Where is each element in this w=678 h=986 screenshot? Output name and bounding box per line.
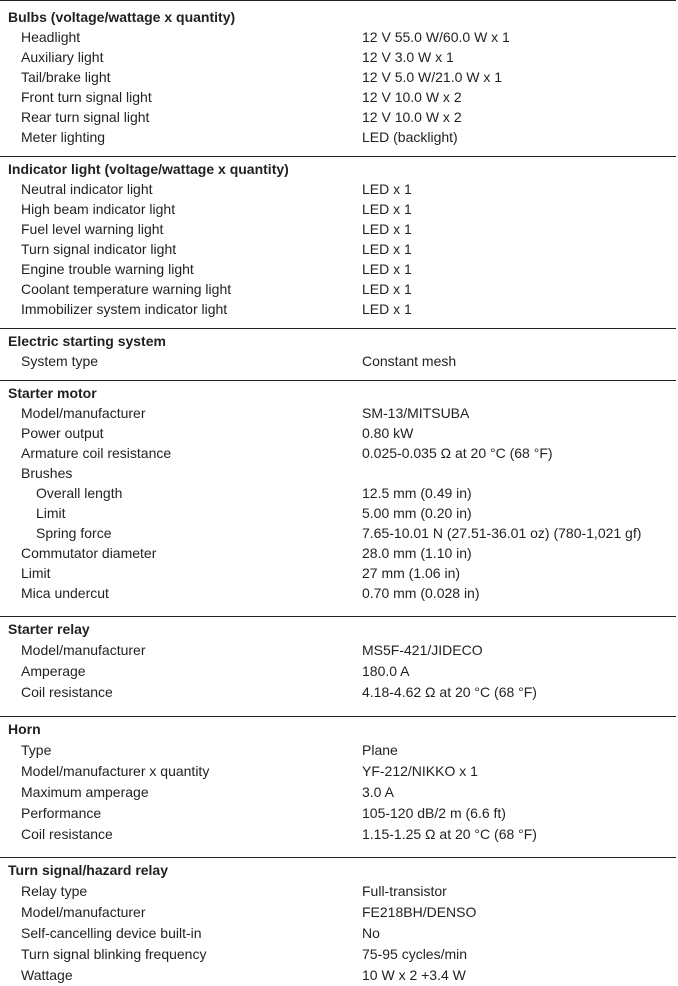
spec-section xyxy=(0,380,676,603)
spec-row xyxy=(8,199,676,219)
spec-value: 28.0 mm (1.10 in) xyxy=(362,545,472,561)
section-title: Turn signal/hazard relay xyxy=(8,862,169,878)
section-title: Starter motor xyxy=(8,385,97,401)
spec-label: Mica undercut xyxy=(21,585,109,601)
spec-row xyxy=(8,47,676,67)
spec-value: 0.80 kW xyxy=(362,425,414,441)
spec-row xyxy=(8,803,676,824)
section-title: Bulbs (voltage/wattage x quantity) xyxy=(8,9,236,25)
spec-row xyxy=(8,682,676,703)
spec-value: Full-transistor xyxy=(362,883,447,899)
spec-label: Maximum amperage xyxy=(21,784,149,800)
spec-section xyxy=(0,156,676,319)
spec-value: 3.0 A xyxy=(362,784,394,800)
spec-row xyxy=(8,640,676,661)
spec-value: LED x 1 xyxy=(362,301,412,317)
spec-value: 0.025-0.035 Ω at 20 °C (68 °F) xyxy=(362,445,553,461)
spec-value: Constant mesh xyxy=(362,353,457,369)
spec-section xyxy=(0,328,676,371)
section-title: Indicator light (voltage/wattage x quantity) xyxy=(8,161,289,177)
spec-value: MS5F-421/JIDECO xyxy=(362,642,483,658)
spec-row xyxy=(8,423,676,443)
spec-value: LED x 1 xyxy=(362,261,412,277)
spec-value: 7.65-10.01 N (27.51-36.01 oz) (780-1,021 gf) xyxy=(362,525,642,541)
spec-row xyxy=(8,824,676,845)
spec-row xyxy=(8,761,676,782)
spec-section xyxy=(0,716,676,845)
spec-row xyxy=(8,563,676,583)
spec-value: No xyxy=(362,925,380,941)
spec-row xyxy=(8,583,676,603)
spec-label: Relay type xyxy=(21,883,88,899)
spec-label: Coil resistance xyxy=(21,826,113,842)
spec-label: Turn signal indicator light xyxy=(21,241,177,257)
spec-value: 105-120 dB/2 m (6.6 ft) xyxy=(362,805,506,821)
spec-row xyxy=(8,503,676,523)
spec-row xyxy=(8,179,676,199)
spec-value: LED x 1 xyxy=(362,181,412,197)
spec-label: Engine trouble warning light xyxy=(21,261,194,277)
spec-section xyxy=(0,616,676,703)
spec-value: LED x 1 xyxy=(362,221,412,237)
spec-label: Fuel level warning light xyxy=(21,221,164,237)
spec-label: Limit xyxy=(21,565,51,581)
spec-label: Tail/brake light xyxy=(21,69,111,85)
spec-row xyxy=(8,67,676,87)
spec-section xyxy=(0,0,676,147)
spec-section xyxy=(0,857,676,986)
spec-value: LED (backlight) xyxy=(362,129,458,145)
spec-label: Wattage xyxy=(21,967,73,983)
spec-value xyxy=(362,463,676,483)
spec-row xyxy=(8,543,676,563)
spec-value: Plane xyxy=(362,742,398,758)
spec-row xyxy=(8,523,676,543)
spec-label: Brushes xyxy=(21,465,73,481)
spec-row xyxy=(8,351,676,371)
spec-label: Coolant temperature warning light xyxy=(21,281,232,297)
spec-label: Amperage xyxy=(21,663,86,679)
spec-row xyxy=(8,87,676,107)
spec-label: Model/manufacturer xyxy=(21,904,146,920)
spec-value: 5.00 mm (0.20 in) xyxy=(362,505,472,521)
spec-row xyxy=(8,259,676,279)
spec-value: 4.18-4.62 Ω at 20 °C (68 °F) xyxy=(362,684,537,700)
spec-value: 27 mm (1.06 in) xyxy=(362,565,461,581)
spec-value: 12 V 3.0 W x 1 xyxy=(362,49,454,65)
spec-label: Limit xyxy=(36,505,66,521)
spec-label: Self-cancelling device built-in xyxy=(21,925,202,941)
spec-row xyxy=(8,483,676,503)
spec-value: 12.5 mm (0.49 in) xyxy=(362,485,472,501)
spec-label: Front turn signal light xyxy=(21,89,152,105)
spec-row xyxy=(8,107,676,127)
spec-value: 180.0 A xyxy=(362,663,410,679)
spec-row xyxy=(8,740,676,761)
section-title: Starter relay xyxy=(8,621,90,637)
spec-label: System type xyxy=(21,353,99,369)
spec-row xyxy=(8,443,676,463)
spec-value: LED x 1 xyxy=(362,241,412,257)
spec-row xyxy=(8,27,676,47)
spec-label: Neutral indicator light xyxy=(21,181,153,197)
spec-value: LED x 1 xyxy=(362,281,412,297)
spec-value: 12 V 10.0 W x 2 xyxy=(362,109,462,125)
spec-row xyxy=(8,881,676,902)
spec-label: Performance xyxy=(21,805,102,821)
section-title: Horn xyxy=(8,721,41,737)
spec-row xyxy=(8,279,676,299)
spec-label: Model/manufacturer x quantity xyxy=(21,763,210,779)
spec-label: Turn signal blinking frequency xyxy=(21,946,207,962)
spec-row xyxy=(8,661,676,682)
spec-value: 12 V 55.0 W/60.0 W x 1 xyxy=(362,29,510,45)
spec-label: Meter lighting xyxy=(21,129,106,145)
spec-value: 75-95 cycles/min xyxy=(362,946,468,962)
spec-value: 1.15-1.25 Ω at 20 °C (68 °F) xyxy=(362,826,537,842)
spec-row xyxy=(8,219,676,239)
spec-value: FE218BH/DENSO xyxy=(362,904,477,920)
spec-row xyxy=(8,902,676,923)
spec-label: Type xyxy=(21,742,52,758)
section-title: Electric starting system xyxy=(8,333,166,349)
spec-label: Commutator diameter xyxy=(21,545,157,561)
spec-label: Spring force xyxy=(36,525,112,541)
spec-row xyxy=(8,127,676,147)
spec-row xyxy=(8,403,676,423)
spec-label: Overall length xyxy=(36,485,123,501)
spec-value: 0.70 mm (0.028 in) xyxy=(362,585,480,601)
spec-label: High beam indicator light xyxy=(21,201,176,217)
spec-row xyxy=(8,782,676,803)
spec-value: 12 V 10.0 W x 2 xyxy=(362,89,462,105)
spec-label: Headlight xyxy=(21,29,81,45)
spec-label: Coil resistance xyxy=(21,684,113,700)
spec-label: Rear turn signal light xyxy=(21,109,150,125)
spec-value: LED x 1 xyxy=(362,201,412,217)
spec-value: 12 V 5.0 W/21.0 W x 1 xyxy=(362,69,503,85)
spec-value: SM-13/MITSUBA xyxy=(362,405,470,421)
spec-label: Power output xyxy=(21,425,104,441)
spec-label: Model/manufacturer xyxy=(21,405,146,421)
spec-row xyxy=(8,463,676,483)
spec-label: Auxiliary light xyxy=(21,49,104,65)
spec-label: Immobilizer system indicator light xyxy=(21,301,228,317)
spec-value: 10 W x 2 +3.4 W xyxy=(362,967,466,983)
spec-label: Model/manufacturer xyxy=(21,642,146,658)
spec-value: YF-212/NIKKO x 1 xyxy=(362,763,478,779)
spec-row xyxy=(8,923,676,944)
spec-row xyxy=(8,239,676,259)
spec-row xyxy=(8,299,676,319)
spec-row xyxy=(8,944,676,965)
spec-label: Armature coil resistance xyxy=(21,445,172,461)
